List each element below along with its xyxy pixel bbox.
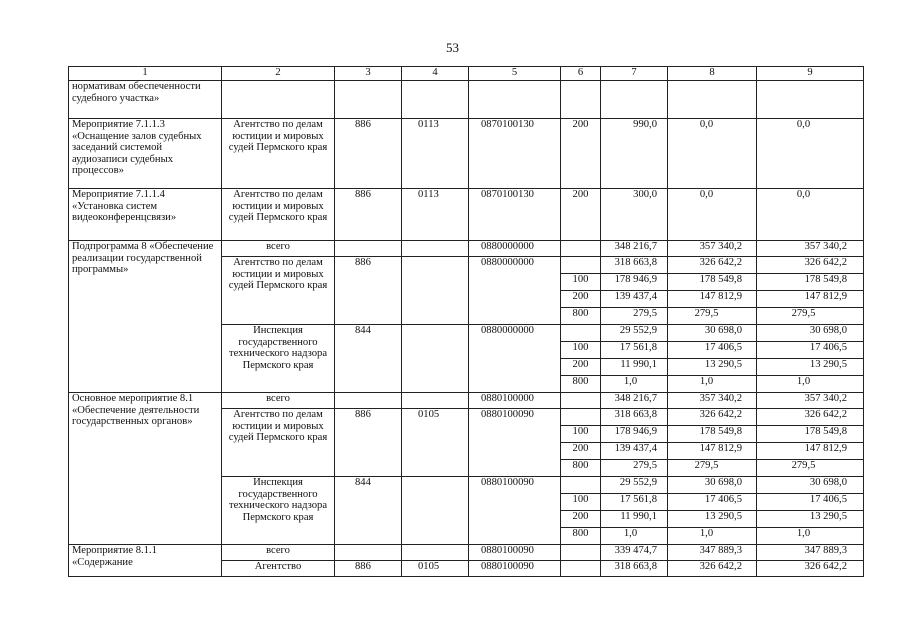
amount-col-8: 326 642,2	[668, 257, 757, 274]
item-name: нормативам обеспеченности судебного участка»	[69, 81, 222, 119]
target-article: 0880000000	[469, 257, 561, 325]
table-row	[69, 545, 864, 561]
amount-col-8: 0,0	[668, 189, 757, 241]
amount-col-9: 30 698,0	[757, 477, 864, 494]
amount-col-8: 357 340,2	[668, 393, 757, 409]
amount-col-9: 147 812,9	[757, 291, 864, 308]
header-col-3: 3	[335, 67, 402, 81]
ministry-code: 886	[335, 257, 402, 325]
ministry-code: 886	[335, 409, 402, 477]
amount-col-9: 0,0	[757, 189, 864, 241]
expense-type: 100	[561, 274, 601, 291]
amount-col-7: 339 474,7	[601, 545, 668, 561]
header-col-2: 2	[222, 67, 335, 81]
amount-col-7: 11 990,1	[601, 359, 668, 376]
amount-col-8: 279,5	[668, 460, 757, 477]
amount-col-9: 279,5	[757, 308, 864, 325]
ministry-code: 886	[335, 189, 402, 241]
target-article: 0880000000	[469, 325, 561, 393]
ministry-code: 886	[335, 119, 402, 189]
amount-col-7: 318 663,8	[601, 257, 668, 274]
amount-col-9: 326 642,2	[757, 561, 864, 577]
page-number: 53	[446, 40, 459, 55]
header-col-9: 9	[757, 67, 864, 81]
section-code: 0113	[402, 189, 469, 241]
amount-col-9: 30 698,0	[757, 325, 864, 342]
amount-col-9: 147 812,9	[757, 443, 864, 460]
header-col-4: 4	[402, 67, 469, 81]
expense-type: 200	[561, 359, 601, 376]
amount-col-7: 11 990,1	[601, 511, 668, 528]
table-row	[69, 241, 864, 257]
target-article: 0880100090	[469, 561, 561, 577]
executor: Агентство по делам юстиции и мировых судей Пермского края	[222, 119, 335, 189]
amount-col-8: 0,0	[668, 119, 757, 189]
expense-type: 800	[561, 460, 601, 477]
amount-col-8: 178 549,8	[668, 426, 757, 443]
target-article: 0880100090	[469, 545, 561, 561]
amount-col-9: 357 340,2	[757, 241, 864, 257]
header-row	[69, 67, 864, 81]
amount-col-9: 326 642,2	[757, 257, 864, 274]
expense-type: 200	[561, 119, 601, 189]
target-article: 0880100000	[469, 393, 561, 409]
item-name: Мероприятие 7.1.1.3 «Оснащение залов судебных заседаний системой аудиозаписи судебных процессов»	[69, 119, 222, 189]
amount-col-8: 1,0	[668, 528, 757, 545]
target-article: 0870100130	[469, 189, 561, 241]
amount-col-9: 0,0	[757, 119, 864, 189]
amount-col-9: 326 642,2	[757, 409, 864, 426]
amount-col-9: 178 549,8	[757, 274, 864, 291]
amount-col-8: 279,5	[668, 308, 757, 325]
amount-col-7: 178 946,9	[601, 426, 668, 443]
executor: всего	[222, 241, 335, 257]
amount-col-9: 13 290,5	[757, 511, 864, 528]
header-col-1: 1	[69, 67, 222, 81]
amount-col-9: 178 549,8	[757, 426, 864, 443]
item-name: Мероприятие 7.1.1.4 «Установка систем видеоконференцсвязи»	[69, 189, 222, 241]
header-col-7: 7	[601, 67, 668, 81]
amount-col-7: 279,5	[601, 460, 668, 477]
amount-col-8: 147 812,9	[668, 443, 757, 460]
amount-col-8: 326 642,2	[668, 561, 757, 577]
amount-col-7: 29 552,9	[601, 477, 668, 494]
expense-type: 200	[561, 511, 601, 528]
amount-col-7: 178 946,9	[601, 274, 668, 291]
amount-col-9: 357 340,2	[757, 393, 864, 409]
budget-table	[68, 66, 864, 577]
executor: Агентство по делам юстиции и мировых судей Пермского края	[222, 189, 335, 241]
expense-type: 200	[561, 443, 601, 460]
ministry-code: 844	[335, 325, 402, 393]
section-code: 0105	[402, 561, 469, 577]
amount-col-8: 1,0	[668, 376, 757, 393]
expense-type: 200	[561, 189, 601, 241]
ministry-code: 886	[335, 561, 402, 577]
amount-col-7: 300,0	[601, 189, 668, 241]
target-article: 0880100090	[469, 477, 561, 545]
expense-type: 800	[561, 528, 601, 545]
amount-col-9: 13 290,5	[757, 359, 864, 376]
amount-col-7: 139 437,4	[601, 291, 668, 308]
amount-col-9: 1,0	[757, 528, 864, 545]
target-article: 0870100130	[469, 119, 561, 189]
executor: Инспекция государственного технического надзора Пермского края	[222, 325, 335, 393]
amount-col-8: 13 290,5	[668, 511, 757, 528]
amount-col-7: 139 437,4	[601, 443, 668, 460]
expense-type: 100	[561, 494, 601, 511]
amount-col-7: 318 663,8	[601, 561, 668, 577]
amount-col-7: 318 663,8	[601, 409, 668, 426]
amount-col-7: 348 216,7	[601, 393, 668, 409]
expense-type: 200	[561, 291, 601, 308]
amount-col-7: 279,5	[601, 308, 668, 325]
table-row	[69, 119, 864, 189]
amount-col-8: 326 642,2	[668, 409, 757, 426]
amount-col-8: 147 812,9	[668, 291, 757, 308]
section-code: 0105	[402, 409, 469, 477]
executor: Инспекция государственного технического надзора Пермского края	[222, 477, 335, 545]
amount-col-7: 1,0	[601, 528, 668, 545]
amount-col-8: 30 698,0	[668, 325, 757, 342]
executor: Агентство по делам юстиции и мировых судей Пермского края	[222, 257, 335, 325]
executor: Агентство по делам юстиции и мировых судей Пермского края	[222, 409, 335, 477]
amount-col-9: 1,0	[757, 376, 864, 393]
executor: всего	[222, 393, 335, 409]
amount-col-8: 17 406,5	[668, 494, 757, 511]
expense-type: 800	[561, 308, 601, 325]
amount-col-7: 348 216,7	[601, 241, 668, 257]
amount-col-7: 17 561,8	[601, 494, 668, 511]
header-col-8: 8	[668, 67, 757, 81]
item-name: Мероприятие 8.1.1 «Содержание	[69, 545, 222, 577]
target-article: 0880000000	[469, 241, 561, 257]
amount-col-9: 279,5	[757, 460, 864, 477]
amount-col-7: 1,0	[601, 376, 668, 393]
amount-col-8: 13 290,5	[668, 359, 757, 376]
amount-col-9: 17 406,5	[757, 494, 864, 511]
executor: всего	[222, 545, 335, 561]
expense-type: 100	[561, 342, 601, 359]
amount-col-7: 17 561,8	[601, 342, 668, 359]
target-article: 0880100090	[469, 409, 561, 477]
ministry-code: 844	[335, 477, 402, 545]
amount-col-8: 17 406,5	[668, 342, 757, 359]
item-name: Подпрограмма 8 «Обеспечение реализации государственной программы»	[69, 241, 222, 393]
expense-type: 100	[561, 426, 601, 443]
item-name: Основное мероприятие 8.1 «Обеспечение деятельности государственных органов»	[69, 393, 222, 545]
amount-col-8: 357 340,2	[668, 241, 757, 257]
amount-col-9: 347 889,3	[757, 545, 864, 561]
section-code: 0113	[402, 119, 469, 189]
amount-col-7: 990,0	[601, 119, 668, 189]
amount-col-9: 17 406,5	[757, 342, 864, 359]
table-row	[69, 81, 864, 119]
executor: Агентство	[222, 561, 335, 577]
amount-col-8: 30 698,0	[668, 477, 757, 494]
expense-type: 800	[561, 376, 601, 393]
header-col-5: 5	[469, 67, 561, 81]
table-row	[69, 189, 864, 241]
amount-col-7: 29 552,9	[601, 325, 668, 342]
header-col-6: 6	[561, 67, 601, 81]
table-row	[69, 393, 864, 409]
amount-col-8: 178 549,8	[668, 274, 757, 291]
amount-col-8: 347 889,3	[668, 545, 757, 561]
